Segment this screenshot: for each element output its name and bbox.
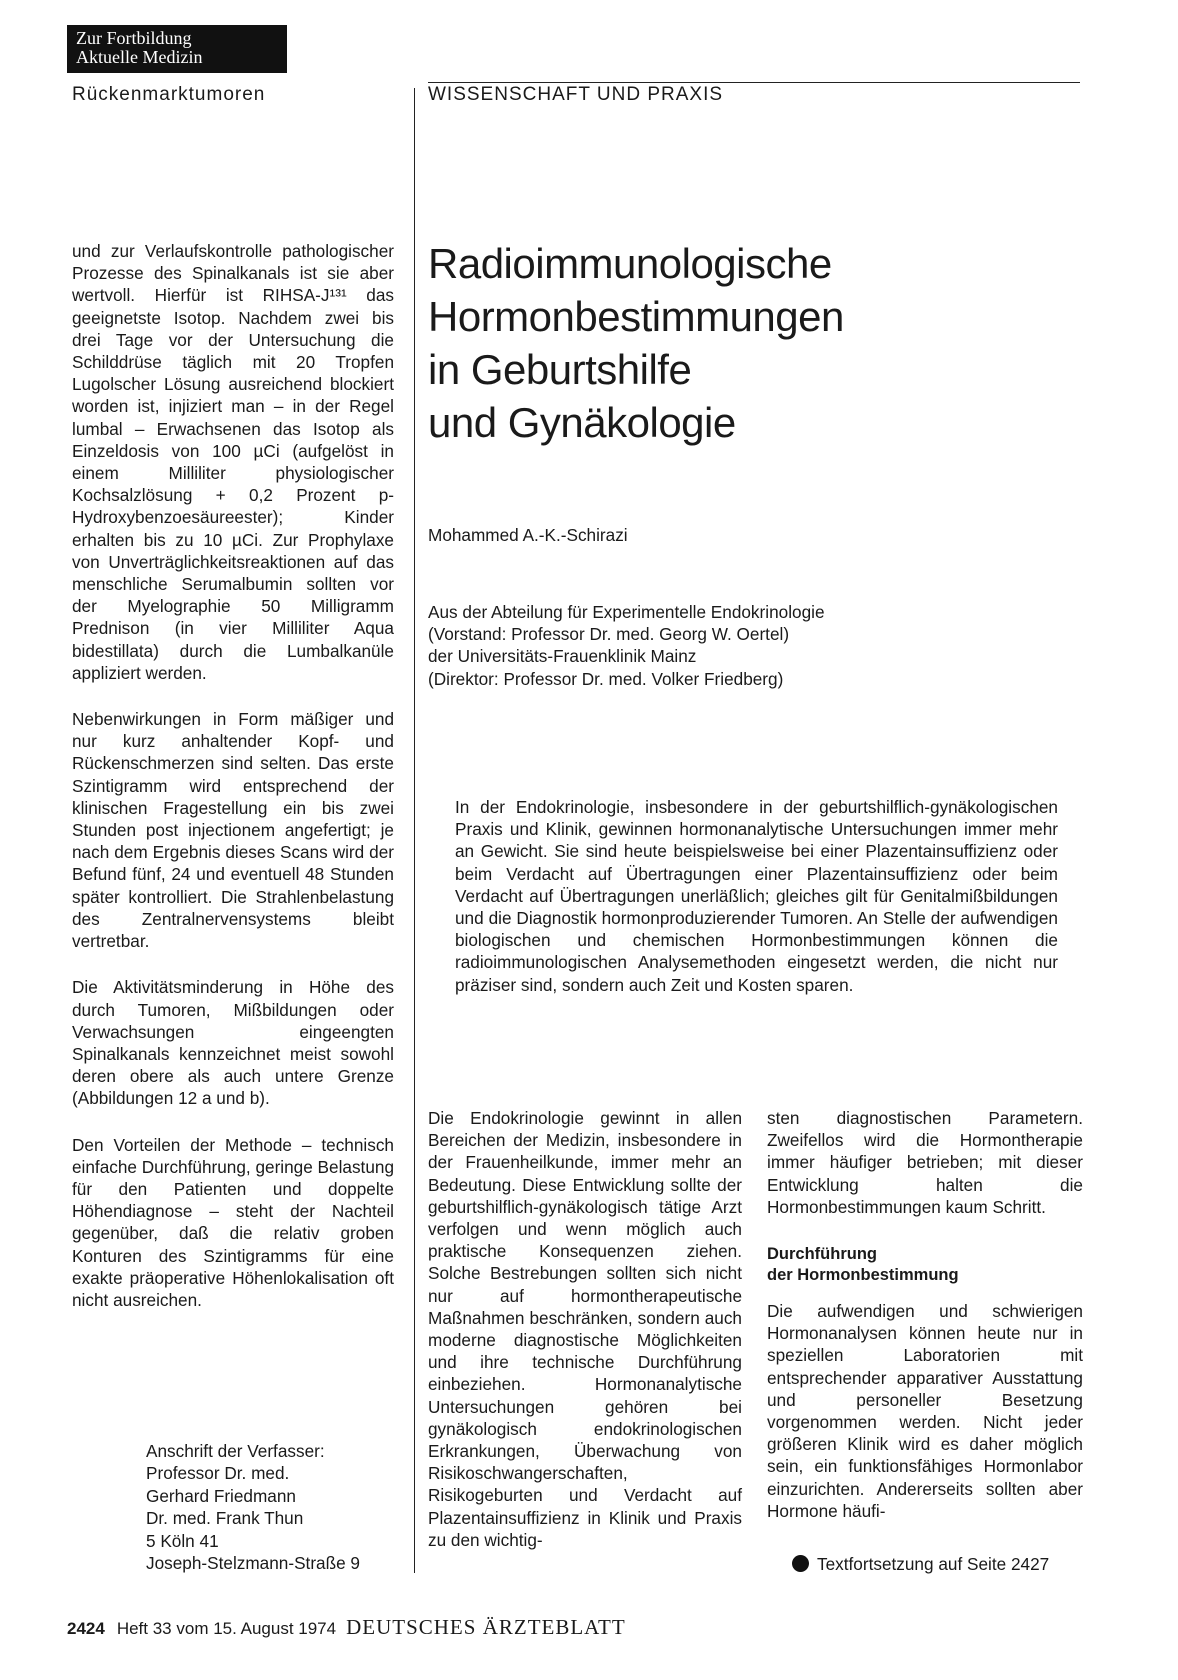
header-rule xyxy=(428,82,1080,83)
right-paragraph-1: sten diagnostischen Parametern. Zweifellos wird die Hormontherapie immer häufiger betrieben; mit dieser Entwicklung halten die Hormonbestimmungen kaum Schritt. xyxy=(767,1108,1083,1217)
page-number: 2424 xyxy=(67,1619,105,1638)
issue-info: Heft 33 vom 15. August 1974 xyxy=(116,1619,337,1638)
left-paragraph-2: Nebenwirkungen in Form mäßiger und nur kurz anhaltender Kopf- und Rückenschmerzen sind selten. Das erste Szintigramm wird entsprechend der klinischen Fragestellung ein bis zwei Stunden post injectionem angefertigt; je nach dem Ergebnis dieses Scans wird der Befund fünf, 24 und eventuell 48 Stunden später kontrolliert. Die Strahlenbelastung des Zentralnervensystems bleibt vertretbar. xyxy=(72,709,394,952)
address-line: Professor Dr. med. xyxy=(146,1463,290,1484)
article-author: Mohammed A.-K.-Schirazi xyxy=(428,525,628,545)
left-paragraph-3: Die Aktivitätsminderung in Höhe des durch Tumoren, Mißbildungen oder Verwachsungen eingeengten Spinalkanals kennzeichnet meist sowohl deren obere als auch untere Grenze (Abbildungen 12 a und b). xyxy=(72,977,394,1109)
address-line: Dr. med. Frank Thun xyxy=(146,1508,304,1529)
badge-line-2: Aktuelle Medizin xyxy=(76,47,203,67)
right-column xyxy=(767,1107,1083,1546)
left-column xyxy=(72,240,394,1335)
left-paragraph-4: Den Vorteilen der Methode – technisch einfache Durchführung, geringe Belastung für den Patienten und doppelte Höhendiagnose – steht der Nachteil gegenüber, daß die relativ groben Konturen des Szintigramms für eine exakte präoperative Höhenlokalisation oft nicht ausreichen. xyxy=(72,1134,395,1310)
title-line: in Geburtshilfe xyxy=(428,346,692,393)
address-line: Joseph-Stelzmann-Straße 9 xyxy=(146,1553,360,1574)
section-subheading xyxy=(767,1244,1083,1286)
badge-line-1: Zur Fortbildung xyxy=(76,28,192,48)
right-section-header: WISSENSCHAFT UND PRAXIS xyxy=(428,84,724,105)
article-abstract: In der Endokrinologie, insbesondere in der geburtshilflich-gynäkologischen Praxis und Klinik, gewinnen hormonanalytische Untersuchungen immer mehr an Gewicht. Sie sind heute beispielsweise bei einer Plazentainsuffizienz oder beim Verdacht auf Übertragungen einer Plazentainsuffizienz oder beim Verdacht auf Übertragungen unerläßlich; gleiches gilt für Genitalmißbildungen und die Diagnostik hormonproduzierender Tumoren. An Stelle der aufwendigen biologischen und chemischen Hormonbestimmungen können die radioimmunologischen Analysemethoden eingesetzt werden, die nicht nur präziser sind, sondern auch Zeit und Kosten sparen. xyxy=(455,797,1058,995)
subheading-line-1: Durchführung xyxy=(767,1245,877,1264)
author-address xyxy=(146,1440,360,1574)
address-line: 5 Köln 41 xyxy=(146,1530,219,1551)
article-title xyxy=(428,237,1068,449)
column-divider xyxy=(414,88,415,1573)
author-affiliation xyxy=(428,601,825,690)
affiliation-line: der Universitäts-Frauenklinik Mainz xyxy=(428,646,697,667)
middle-paragraph: Die Endokrinologie gewinnt in allen Bereichen der Medizin, insbesondere in der Frauenheilkunde, immer mehr an Bedeutung. Diese Entwicklung sollte der geburtshilflich-gynäkologisch tätige Arzt verfolgen und wenn möglich auch praktische Konsequenzen ziehen. Solche Bestrebungen sollten sich nicht nur auf hormontherapeutische Maßnahmen beschränken, sondern auch moderne diagnostische Möglichkeiten und ihre technische Durchführung einbeziehen. Hormonanalytische Untersuchungen gehören bei gynäkologisch endokrinologischen Erkrankungen, Überwachung von Risikoschwangerschaften, Risikogeburten und Verdacht auf Plazentainsuffizienz in Klinik und Praxis zu den wichtig- xyxy=(428,1108,742,1550)
affiliation-line: (Direktor: Professor Dr. med. Volker Friedberg) xyxy=(428,668,784,689)
bullet-icon xyxy=(792,1555,809,1572)
middle-column xyxy=(428,1107,742,1575)
title-line: Hormonbestimmungen xyxy=(428,293,844,340)
address-line: Anschrift der Verfasser: xyxy=(146,1441,325,1461)
affiliation-line: (Vorstand: Professor Dr. med. Georg W. Oertel) xyxy=(428,624,790,645)
page-footer xyxy=(67,1615,626,1640)
affiliation-line: Aus der Abteilung für Experimentelle Endokrinologie xyxy=(428,602,825,622)
right-paragraph-2: Die aufwendigen und schwierigen Hormonanalysen können heute nur in speziellen Laboratorien mit entsprechender apparativer Ausstattung und personeller Besetzung vorgenommen werden. Nicht jeder größeren Klinik wird es daher möglich sein, ein funktionsfähiges Hormonlabor einzurichten. Andererseits sollten aber Hormone häufi- xyxy=(767,1301,1083,1521)
subheading-line-2: der Hormonbestimmung xyxy=(767,1266,959,1285)
section-badge xyxy=(67,25,287,73)
left-paragraph-1: und zur Verlaufskontrolle pathologischer Prozesse des Spinalkanals ist sie aber wertvoll. Hierfür ist RIHSA-J¹³¹ das geeignetste Isotop. Nachdem zwei bis drei Tage vor der Untersuchung die Schilddrüse täglich mit 20 Tropfen Lugolscher Lösung ausreichend blockiert worden ist, injiziert man – in der Regel lumbal – Erwachsenen das Isotop als Einzeldosis von 100 µCi (aufgelöst in einem Milliliter physiologischer Kochsalzlösung + 0,2 Prozent p-Hydroxybenzoesäureester); Kinder erhalten bis zu 10 µCi. Zur Prophylaxe von Unverträglichkeitsreaktionen auf das menschliche Serumalbumin sollten vor der Myelographie 50 Milligramm Prednison (in vier Milliliter Aqua bidestillata) durch die Lumbalkanüle appliziert werden. xyxy=(72,241,394,683)
title-line: Radioimmunologische xyxy=(428,240,832,287)
continuation-note xyxy=(792,1554,1049,1575)
left-section-header: Rückenmarktumoren xyxy=(72,84,266,105)
journal-name: DEUTSCHES ÄRZTEBLATT xyxy=(346,1615,626,1639)
continuation-text: Textfortsetzung auf Seite 2427 xyxy=(817,1554,1050,1574)
title-line: und Gynäkologie xyxy=(428,399,736,446)
address-line: Gerhard Friedmann xyxy=(146,1485,296,1506)
